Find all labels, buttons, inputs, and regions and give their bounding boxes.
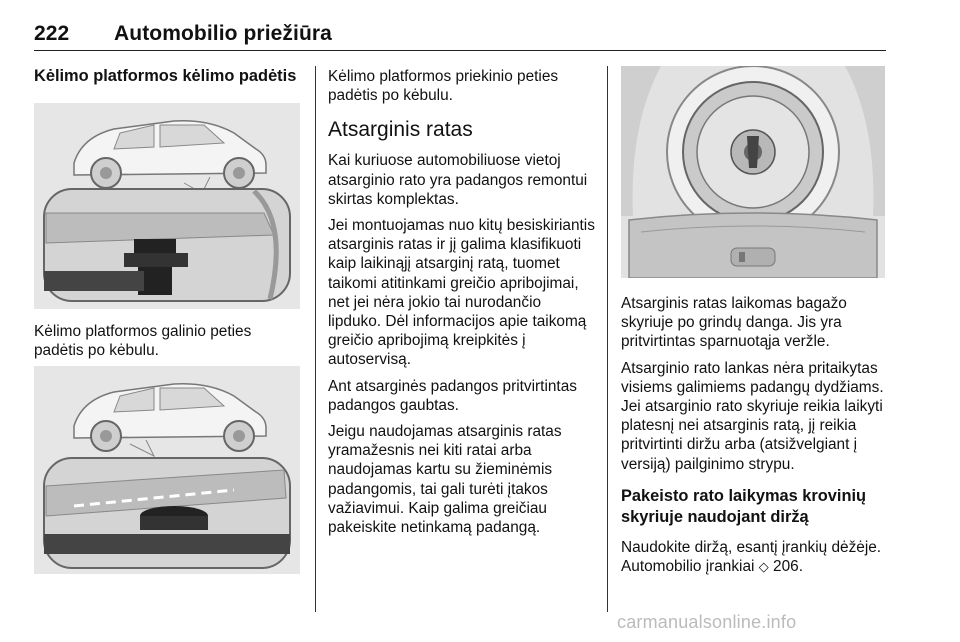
column-1-caption — [34, 322, 294, 367]
subheading-belt-storage: Pakeisto rato laikymas krovinių skyriuje naudojant diržą — [621, 486, 867, 526]
illustration-car-lift-rear — [34, 103, 300, 309]
illustration-spare-wheel — [621, 66, 885, 278]
column-divider-1 — [315, 66, 316, 612]
paragraph: Jei montuojamas nuo kitų besiskiriantis atsarginis ratas ir jį galima klasifikuoti kaip laikinąjį atsarginį ratą, tuomet taikomi atitinkami greičio apribojimai, net jei nėra jokio tai nurodančio lipduko. Dėl informacijos apie taikomą greičio apribojimą kreipkitės į autoservisą. — [328, 217, 595, 369]
reference-arrow-icon: ◇ — [758, 559, 769, 575]
paragraph-with-reference — [621, 538, 891, 576]
paragraph: Atsarginio rato lankas nėra pritaikytas visiems galimiems padangų dydžiams. Jei atsarginio rato skyriuje reikia laikyti platesnį nei atsarginis ratą, jį reikia pritvirtinti diržu arba (atsižvelgiant į versiją) pailginimo strypu. — [621, 359, 884, 473]
section-title: Kėlimo platformos kėlimo padėtis — [34, 67, 297, 85]
paragraph: Jeigu naudojamas atsarginis ratas yramažesnis nei kiti ratai arba naudojamas kartu su žieminėmis padangomis, tai gali turėti įtakos važiavimui. Kaip galima greičiau pakeiskite netinkamą padangą. — [328, 423, 562, 537]
chapter-title: Automobilio priežiūra — [114, 22, 332, 45]
column-1 — [34, 67, 304, 86]
caption-rear-arm: Kėlimo platformos galinio peties padėtis po kėbulu. — [34, 323, 252, 360]
column-3 — [621, 294, 891, 583]
figure-spare-wheel — [621, 66, 885, 278]
caption-front-arm: Kėlimo platformos priekinio peties padėtis po kėbulu. — [328, 68, 559, 105]
paragraph: Kai kuriuose automobiliuose vietoj atsarginio rato yra padangos remontui skirtas komplektas. — [328, 152, 588, 208]
reference-page-link[interactable]: 206. — [773, 558, 803, 576]
illustration-car-lift-front — [34, 366, 300, 574]
figure-lift-rear-arm — [34, 103, 300, 309]
column-divider-2 — [607, 66, 608, 612]
paragraph: Ant atsarginės padangos pritvirtintas padangos gaubtas. — [328, 377, 577, 414]
watermark: carmanualsonline.info — [617, 612, 797, 632]
paragraph: Atsarginis ratas laikomas bagažo skyriuje po grindų danga. Jis yra pritvirtintas sparnuotąja veržle. — [621, 295, 847, 351]
paragraph-text: Naudokite diržą, esantį įrankių dėžėje. Automobilio įrankiai — [621, 538, 882, 576]
heading-spare-wheel: Atsarginis ratas — [328, 118, 473, 142]
page-number: 222 — [34, 22, 70, 45]
page-header — [34, 22, 332, 46]
column-2 — [328, 67, 596, 544]
figure-lift-front-arm — [34, 366, 300, 574]
header-rule — [34, 50, 886, 51]
